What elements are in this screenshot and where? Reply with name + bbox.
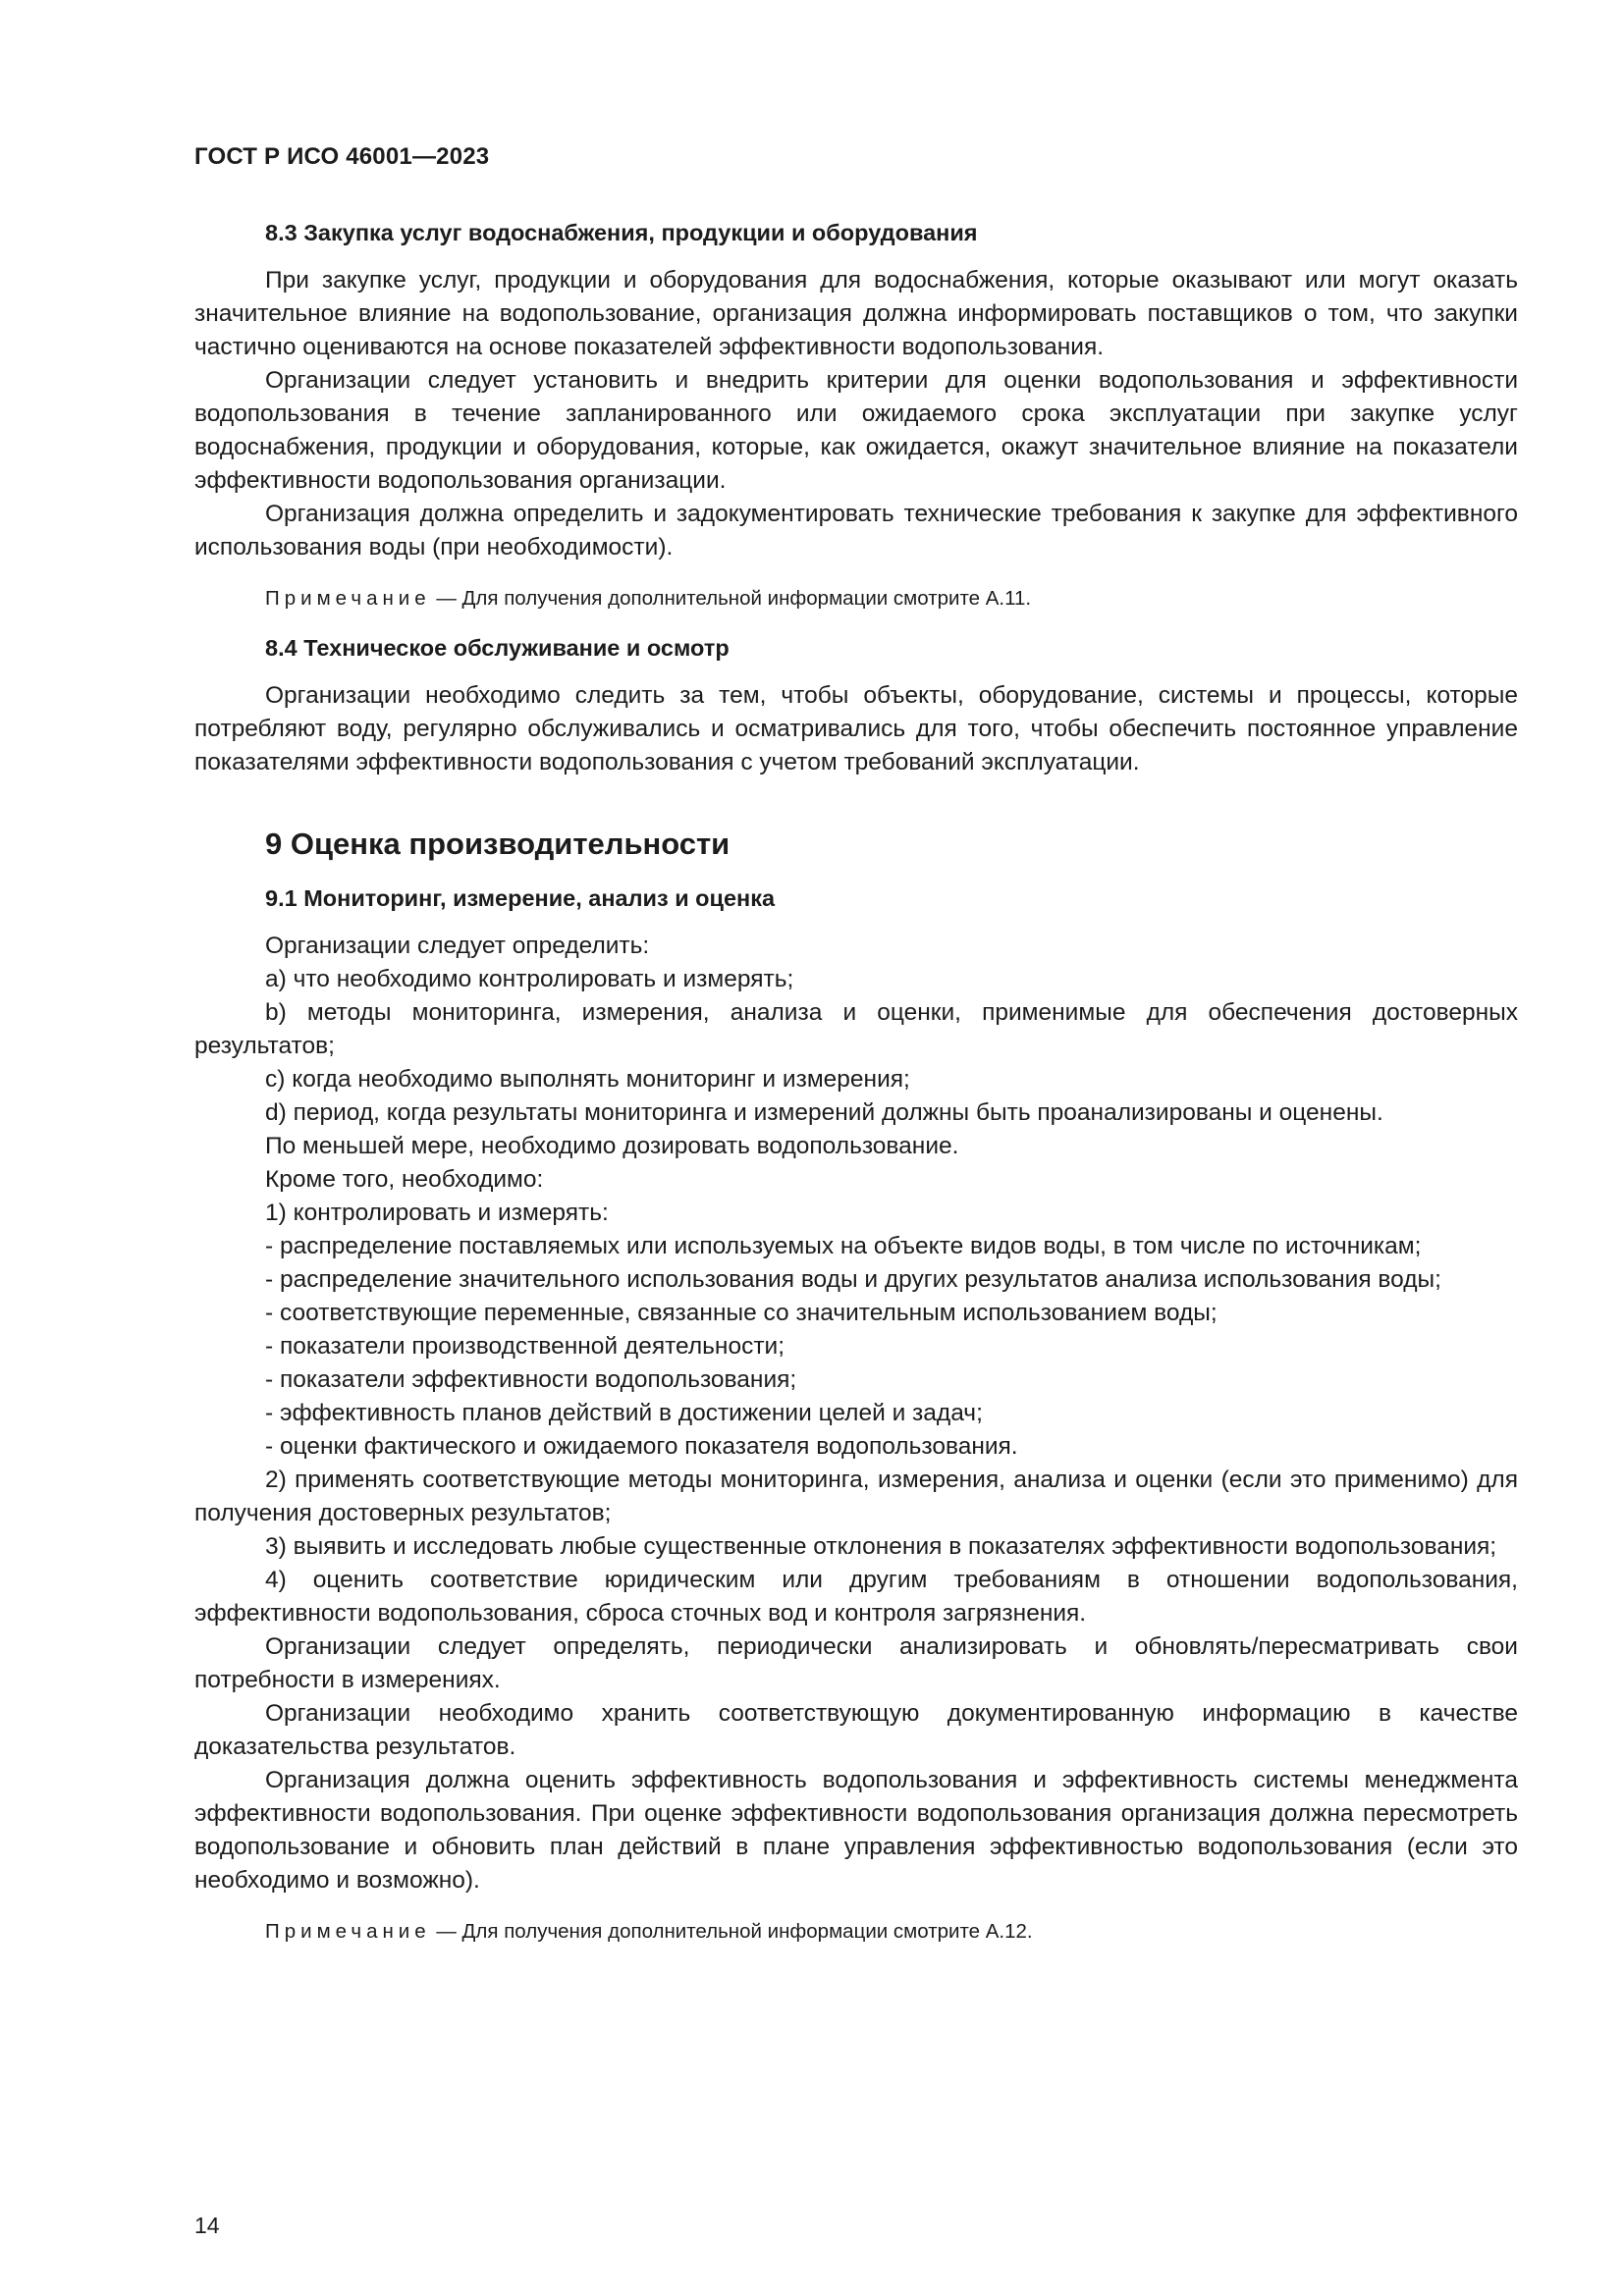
paragraph: Кроме того, необходимо: — [265, 1166, 544, 1193]
section-8-3-paragraph-1: При закупке услуг, продукции и оборудования для водоснабжения, которые оказывают или могут оказать значительное влияние на водопользование, организация должна информировать поставщиков о том, что закупки частично оцениваются на основе показателей эффективности водопользования. — [194, 267, 1518, 360]
section-8-3-paragraph-3: Организация должна определить и задокументировать технические требования к закупке для эффективного использования воды (при необходимости). — [194, 501, 1518, 561]
list-item: 3) выявить и исследовать любые существенные отклонения в показателях эффективности водопользования; — [265, 1533, 1497, 1560]
list-item: d) период, когда результаты мониторинга и измерений должны быть проанализированы и оценены. — [265, 1099, 1383, 1126]
paragraph: По меньшей мере, необходимо дозировать водопользование. — [265, 1133, 959, 1159]
section-8-4-paragraph-1: Организации необходимо следить за тем, чтобы объекты, оборудование, системы и процессы, которые потребляют воду, регулярно обслуживались и осматривались для того, чтобы обеспечить постоянное управление показателями эффективности водопользования с учетом требований эксплуатации. — [194, 682, 1518, 775]
section-8-3-note — [194, 584, 1518, 614]
paragraph: Организации следует определить: — [265, 933, 650, 959]
section-8-4-heading: 8.4 Техническое обслуживание и осмотр — [265, 635, 730, 661]
note-label: Примечание — [265, 1920, 431, 1943]
page-number: 14 — [194, 2213, 220, 2238]
section-8-3-heading: 8.3 Закупка услуг водоснабжения, продукции и оборудования — [265, 220, 978, 245]
list-item: a) что необходимо контролировать и измерять; — [265, 966, 794, 992]
list-item: - показатели производственной деятельности; — [265, 1333, 785, 1360]
paragraph: Организация должна оценить эффективность водопользования и эффективность системы менеджмента эффективности водопользования. При оценке эффективности водопользования организация должна пересмотреть водопользование и обновить план действий в плане управления эффективностью водопользования (если это необходимо и возможно). — [194, 1767, 1518, 1894]
section-9-1-heading: 9.1 Мониторинг, измерение, анализ и оценка — [265, 885, 776, 911]
page-content — [194, 143, 1518, 1968]
list-item: c) когда необходимо выполнять мониторинг и измерения; — [265, 1066, 910, 1093]
note-text: — Для получения дополнительной информации смотрите А.12. — [430, 1920, 1033, 1943]
list-item: - эффективность планов действий в достижении целей и задач; — [265, 1400, 983, 1426]
document-code-header: ГОСТ Р ИСО 46001—2023 — [194, 143, 490, 170]
section-8-3-paragraph-2: Организации следует установить и внедрить критерии для оценки водопользования и эффективности водопользования в течение запланированного или ожидаемого срока эксплуатации при закупке услуг водоснабжения, продукции и оборудования, которые, как ожидается, окажут значительное влияние на показатели эффективности водопользования организации. — [194, 367, 1518, 494]
section-9-1-body — [194, 930, 1518, 1897]
list-item: - показатели эффективности водопользования; — [265, 1366, 797, 1393]
paragraph: Организации следует определять, периодически анализировать и обновлять/пересматривать свои потребности в измерениях. — [194, 1633, 1518, 1693]
list-item: 2) применять соответствующие методы мониторинга, измерения, анализа и оценки (если это применимо) для получения достоверных результатов; — [194, 1467, 1518, 1526]
list-item: - распределение значительного использования воды и других результатов анализа использования воды; — [265, 1266, 1441, 1293]
note-label: Примечание — [265, 587, 431, 610]
section-9-1-note — [194, 1917, 1518, 1947]
list-item: - оценки фактического и ожидаемого показателя водопользования. — [265, 1433, 1018, 1460]
note-text: — Для получения дополнительной информации смотрите А.11. — [430, 587, 1032, 610]
paragraph: Организации необходимо хранить соответствующую документированную информацию в качестве доказательства результатов. — [194, 1700, 1518, 1760]
list-item: 4) оценить соответствие юридическим или другим требованиям в отношении водопользования, эффективности водопользования, сброса сточных вод и контроля загрязнения. — [194, 1567, 1518, 1627]
list-item: - распределение поставляемых или используемых на объекте видов воды, в том числе по источникам; — [265, 1233, 1422, 1259]
list-item: - соответствующие переменные, связанные со значительным использованием воды; — [265, 1300, 1218, 1326]
list-item: b) методы мониторинга, измерения, анализа и оценки, применимые для обеспечения достоверных результатов; — [194, 999, 1518, 1059]
section-9-heading: 9 Оценка производительности — [265, 827, 731, 861]
list-item: 1) контролировать и измерять: — [265, 1200, 609, 1226]
